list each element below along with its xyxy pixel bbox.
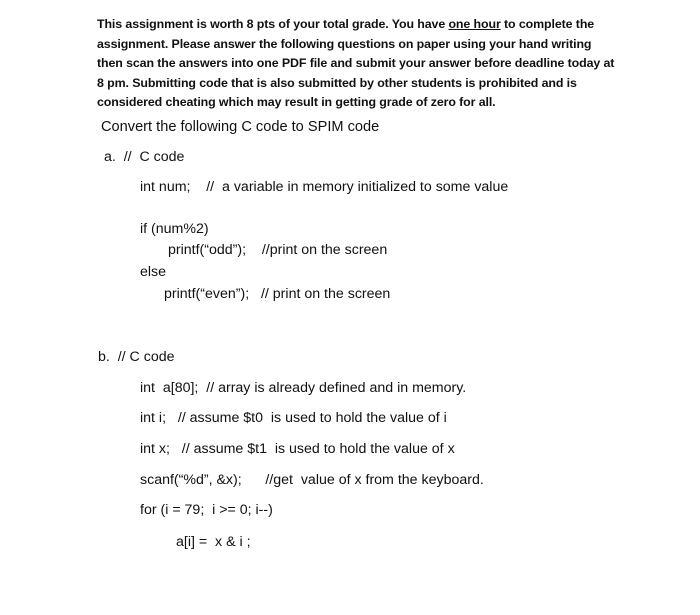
part-a-label: a. // C code [104, 149, 185, 165]
part-b-code-line-3: int x; // assume $t1 is used to hold the value of x [140, 441, 455, 457]
part-b-code-line-4: scanf(“%d”, &x); //get value of x from the keyboard. [140, 472, 484, 488]
one-hour-emphasis: one hour [448, 17, 501, 31]
part-a-code-line-3: printf(“odd”); //print on the screen [168, 242, 388, 258]
instructions-text-start: This assignment is worth 8 pts of your total grade. You have [97, 17, 449, 31]
part-b-label: b. // C code [98, 349, 175, 365]
part-b-code-line-6: a[i] = x & i ; [176, 534, 251, 550]
part-b-code-line-1: int a[80]; // array is already defined and in memory. [140, 380, 467, 396]
part-b-code-line-5: for (i = 79; i >= 0; i--) [140, 502, 273, 518]
part-a-code-line-2: if (num%2) [140, 221, 209, 237]
part-b-code-line-2: int i; // assume $t0 is used to hold the value of i [140, 410, 447, 426]
part-a-code-line-1: int num; // a variable in memory initialized to some value [140, 179, 509, 195]
part-a-code-line-4: else [140, 264, 167, 280]
assignment-instructions [97, 15, 617, 113]
part-a-code-line-5: printf(“even”); // print on the screen [164, 286, 391, 302]
instructions-text-end: to complete the assignment. Please answer the following questions on paper using your hand writing then scan the answers into one PDF file and submit your answer before deadline today at 8 pm. Submitting code that is also submitted by other students is prohibited and is considered cheating which may result in getting grade of zero for all. [97, 17, 615, 109]
question-prompt: Convert the following C code to SPIM code [101, 119, 380, 135]
